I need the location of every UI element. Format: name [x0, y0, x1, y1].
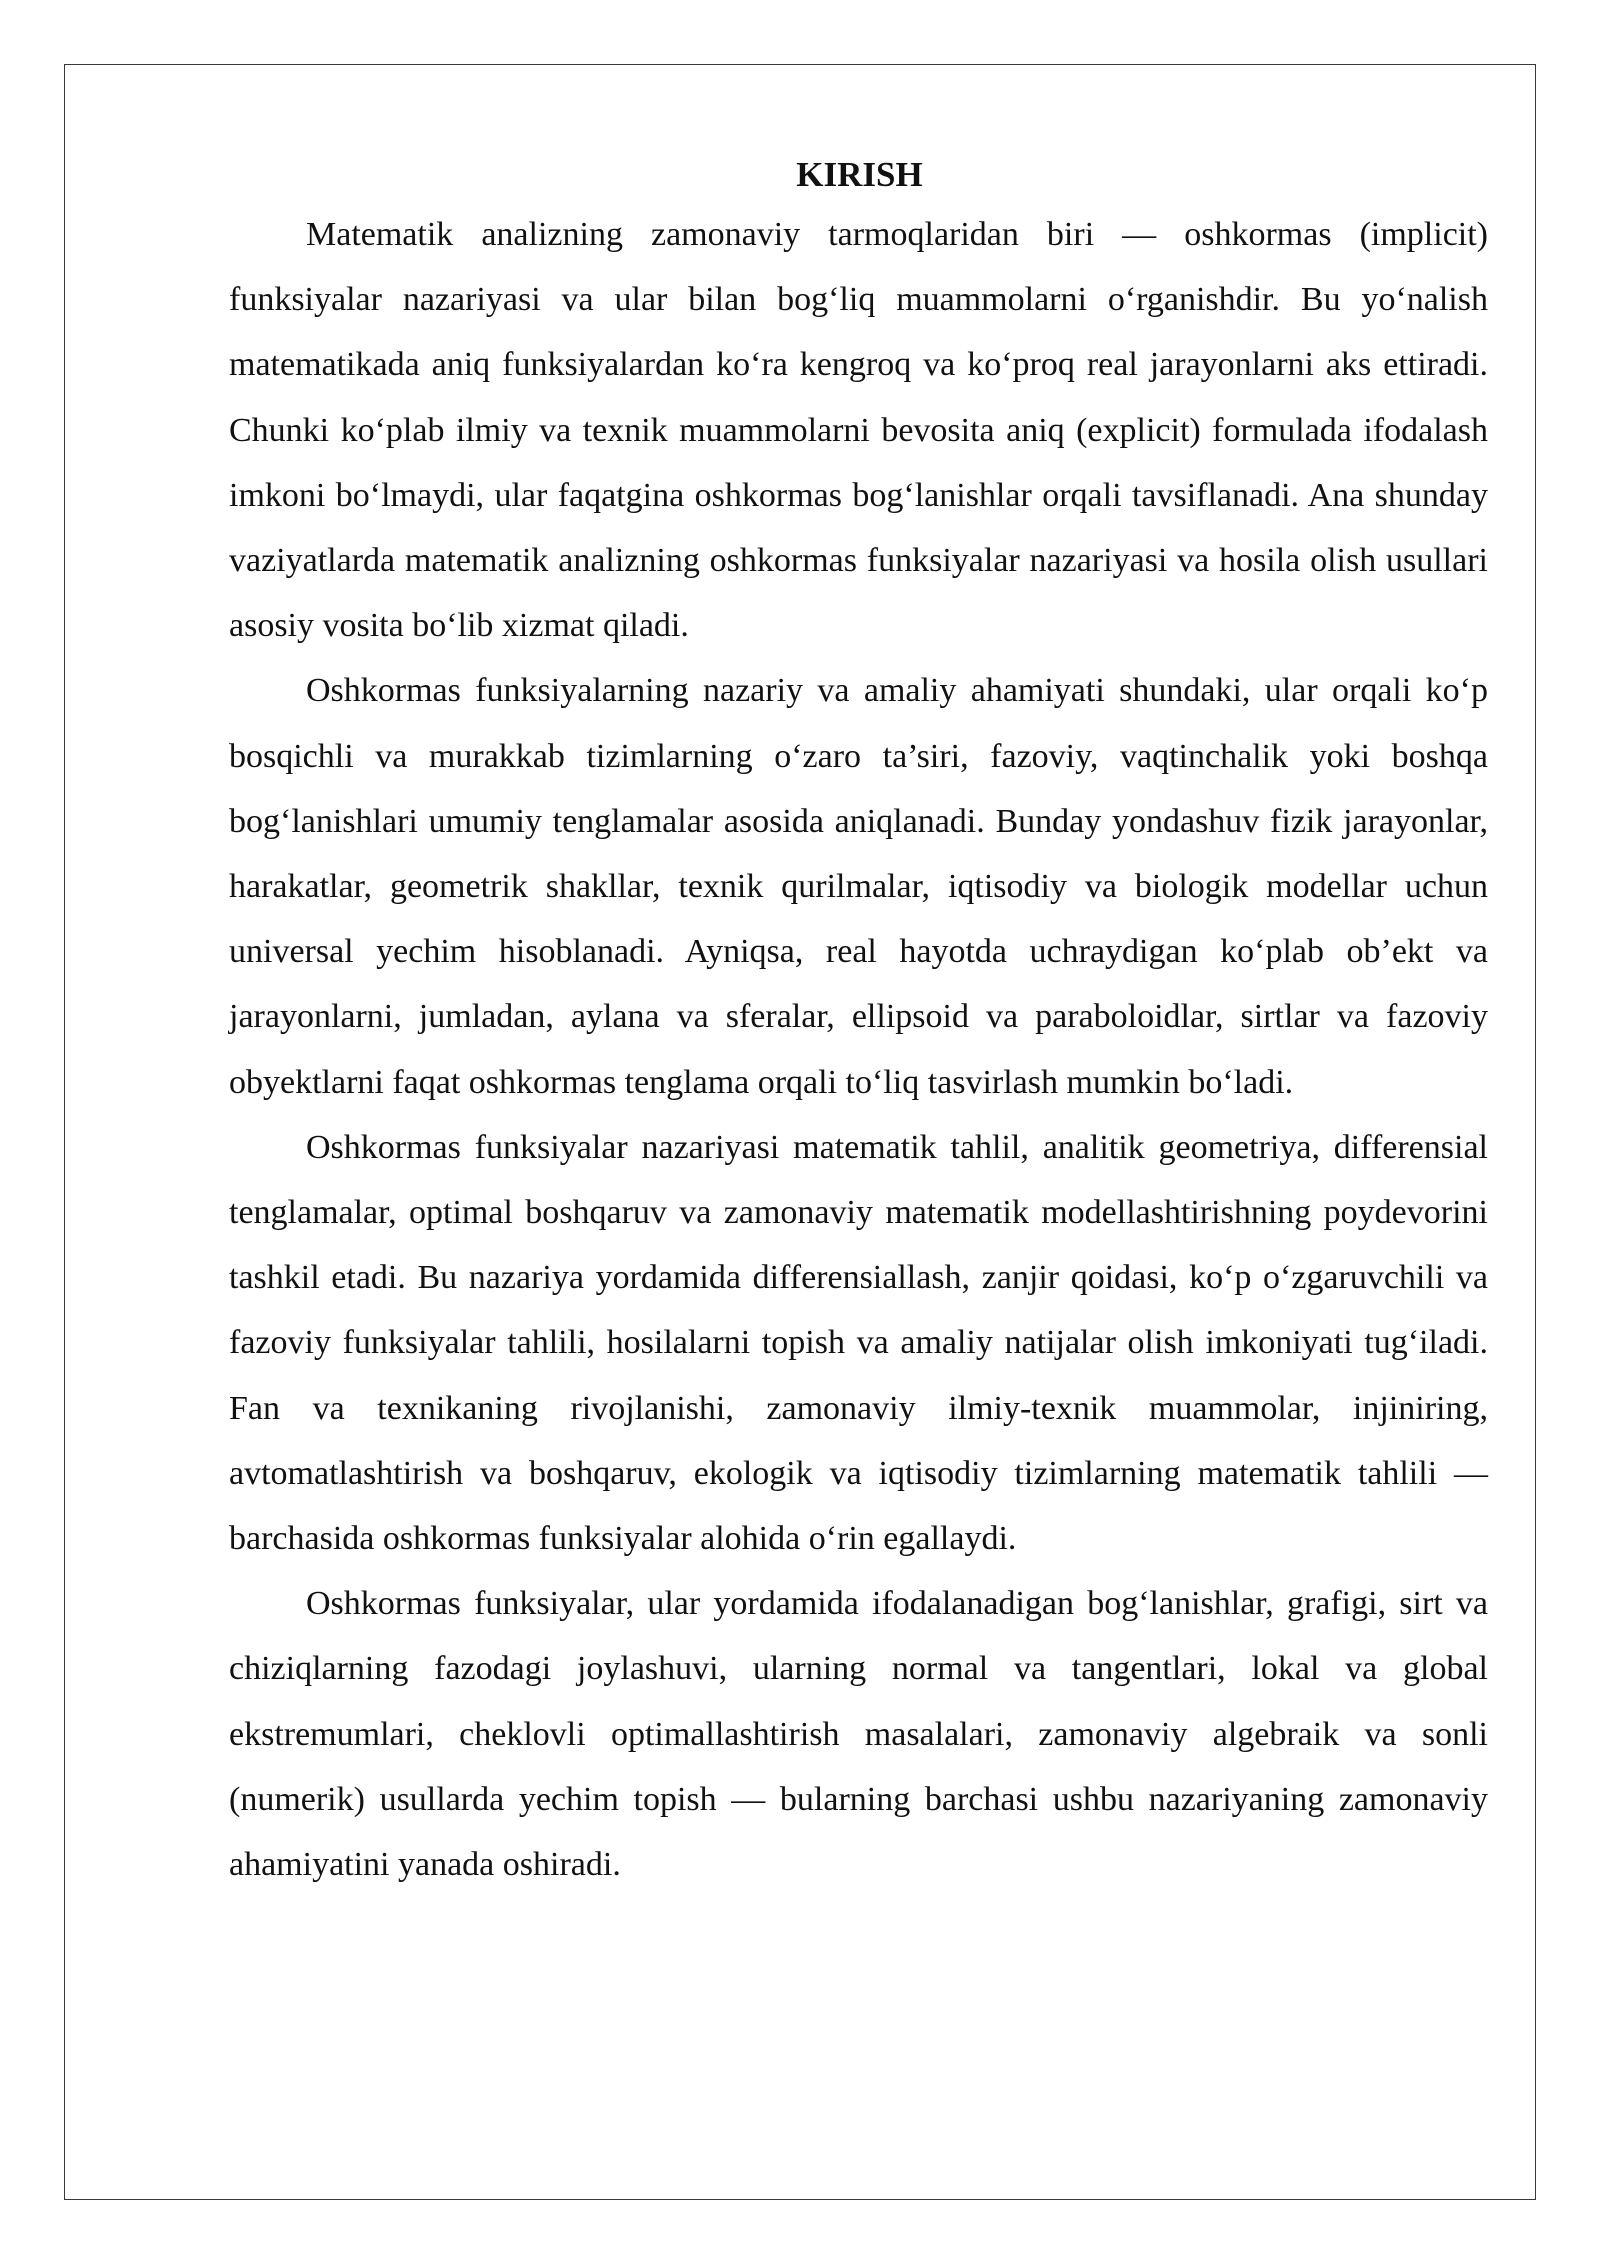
document-body — [229, 148, 1488, 1897]
paragraph-2: Oshkormas funksiyalarning nazariy va amaliy ahamiyati shundaki, ular orqali ko‘p bosqichli va murakkab tizimlarning o‘zaro ta’siri, fazoviy, vaqtinchalik yoki boshqa bog‘lanishlari umumiy tenglamalar asosida aniqlanadi. Bunday yondashuv fizik jarayonlar, harakatlar, geometrik shakllar, texnik qurilmalar, iqtisodiy va biologik modellar uchun universal yechim hisoblanadi. Ayniqsa, real hayotda uchraydigan ko‘plab ob’ekt va jarayonlarni, jumladan, aylana va sferalar, ellipsoid va paraboloidlar, sirtlar va fazoviy obyektlarni faqat oshkormas tenglama orqali to‘liq tasvirlash mumkin bo‘ladi. — [229, 672, 1488, 1101]
paragraph-1: Matematik analizning zamonaviy tarmoqlaridan biri — oshkormas (implicit) funksiyalar nazariyasi va ular bilan bog‘liq muammolarni o‘rganishdir. Bu yo‘nalish matematikada aniq funksiyalardan ko‘ra kengroq va ko‘proq real jarayonlarni aks ettiradi. Chunki ko‘plab ilmiy va texnik muammolarni bevosita aniq (explicit) formulada ifodalash imkoni bo‘lmaydi, ular faqatgina oshkormas bog‘lanishlar orqali tavsiflanadi. Ana shunday vaziyatlarda matematik analizning oshkormas funksiyalar nazariyasi va hosila olish usullari asosiy vosita bo‘lib xizmat qiladi. — [229, 216, 1488, 645]
paragraph-3: Oshkormas funksiyalar nazariyasi matematik tahlil, analitik geometriya, differensial tenglamalar, optimal boshqaruv va zamonaviy matematik modellashtirishning poydevorini tashkil etadi. Bu nazariya yordamida differensiallash, zanjir qoidasi, ko‘p o‘zgaruvchili va fazoviy funksiyalar tahlili, hosilalarni topish va amaliy natijalar olish imkoniyati tug‘iladi. Fan va texnikaning rivojlanishi, zamonaviy ilmiy-texnik muammolar, injiniring, avtomatlashtirish va boshqaruv, ekologik va iqtisodiy tizimlarning matematik tahlili — barchasida oshkormas funksiyalar alohida o‘rin egallaydi. — [229, 1128, 1488, 1558]
document-title: KIRISH — [796, 155, 923, 194]
paragraph-4: Oshkormas funksiyalar, ular yordamida ifodalanadigan bog‘lanishlar, grafigi, sirt va chiziqlarning fazodagi joylashuvi, ularning normal va tangentlari, lokal va global ekstremumlari, cheklovli optimallashtirish masalalari, zamonaviy algebraik va sonli (numerik) usullarda yechim topish — bularning barchasi ushbu nazariyaning zamonaviy ahamiyatini yanada oshiradi. — [229, 1585, 1488, 1884]
